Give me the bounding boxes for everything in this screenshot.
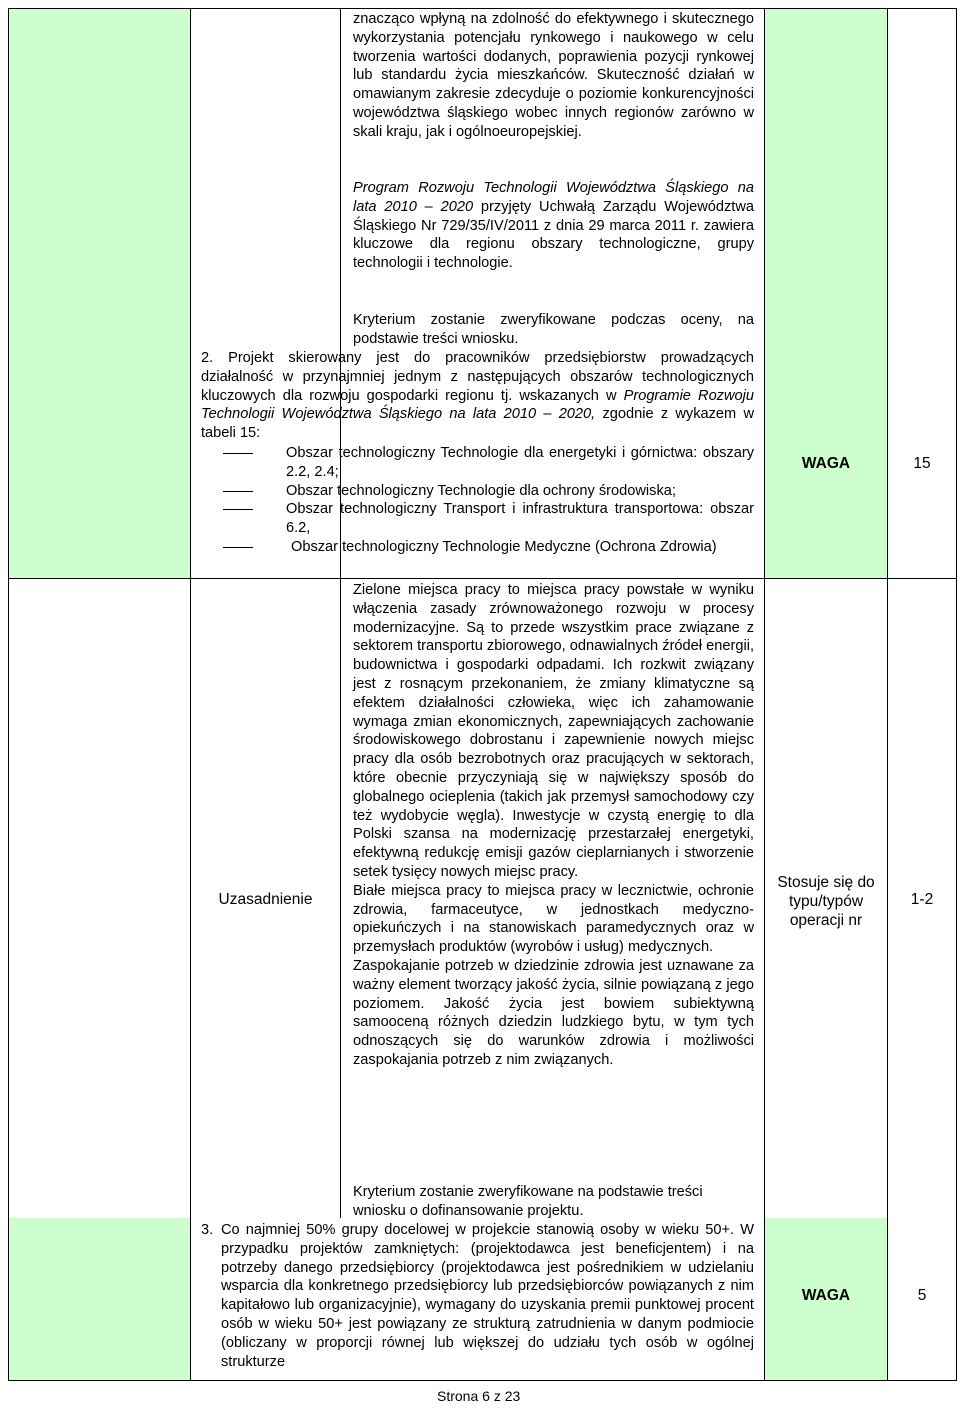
verification-text-1: Kryterium zostanie zweryfikowane podczas oceny, na podstawie treści wniosku.	[353, 312, 754, 347]
criterion-3-block	[201, 1221, 754, 1371]
weight-label-3: WAGA	[801, 1287, 851, 1304]
criterion-2-tail: zgodnie z wykazem w tabeli 15:	[201, 406, 754, 442]
grid-line-v6	[956, 8, 957, 1380]
criterion-2-block	[201, 349, 754, 557]
criterion-2-lead: 2. Projekt skierowany jest do pracowników przedsiębiorstw prowadzących działalność w przynajmniej jednym z następujących obszarów technologicznych kluczowych dla rozwoju gospodarki regionu tj. wskazanych w	[201, 350, 754, 404]
justification-paragraph-health: Zaspokajanie potrzeb w dziedzinie zdrowia jest uznawane za ważny element tworzący jakość życia, silnie powiązaną z jego poziomem. Jakość życia jest bowiem subiektywną samooceną różnych dziedzin ludzkiego bytu, w tym tych odnoszących się do warunków zdrowia i możliwości zaspokajania potrzeb z nim związanych.	[353, 957, 754, 1068]
justification-paragraph-white-jobs: Białe miejsca pracy to miejsca pracy w lecznictwie, ochronie zdrowia, farmaceutyce, w jednostkach medyczno-opiekuńczych i na stanowiskach paramedycznych oraz w przemysłach produktów (wyrobów i usług) medycznych.	[353, 882, 754, 956]
weight-value-3: 5	[917, 1287, 927, 1304]
criterion-3-text: Co najmniej 50% grupy docelowej w projekcie stanowią osoby w wieku 50+. W przypadku projektów zamkniętych: (projektodawca jest beneficjentem) i na potrzeby danego przedsiębiorcy (projektodawca jest pośrednikiem w udzielaniu wsparcia dla konkretnego przedsiębiorcy lub przedsiębiorców powiązanych z nim kapitałowo lub organizacyjnie), wymagany do uzyskania premii punktowej procent osób w wieku 50+ jest powiązany ze strukturą zatrudnienia w danym podmiocie (obliczany w proporcji równej lub większej do udziału tych osób w ogólnej strukturze	[221, 1222, 754, 1370]
grid-line-v3b	[340, 578, 341, 1218]
intro-paragraph: znacząco wpłyną na zdolność do efektywnego i skutecznego wykorzystania potencjału rynkowego i naukowego w celu tworzenia wartości dodanych, poprawienia pozycji rynkowej lub standardu życia mieszkańców. Skuteczność działań w omawianym zakresie zdecyduje o poziomie konkurencyjności województwa śląskiego wobec innych regionów zarówno w skali kraju, jak i ogólnoeuropejskiej.	[353, 11, 754, 140]
weight-value-2: 15	[913, 455, 931, 472]
grid-line-h-mid	[8, 578, 957, 579]
page-number-footer: Strona 6 z 23	[437, 1388, 521, 1404]
technology-area-item: Obszar technologiczny Technologie dla ochrony środowiska;	[223, 482, 754, 501]
grid-line-v2	[190, 8, 191, 1380]
program-paragraph	[353, 179, 754, 273]
green-cell-left-top	[9, 8, 190, 578]
justification-paragraph-green-jobs: Zielone miejsca pracy to miejsca pracy powstałe w wyniku włączenia zasady zrównoważonego rozwoju w procesy modernizacyjne. Są to przede wszystkim prace związane z sektorem transportu zbiorowego, odnawialnych źródeł energii, budownictwa i gospodarki odpadami. Ich rozkwit związany jest z rosnącym przekonaniem, że zmiany klimatyczne są efektem działalności człowieka, więc ich zahamowanie wymaga zmian ekonomicznych, zapewniających zachowanie środowiskowego dobrostanu i zapewnienie nowych miejsc pracy dla osób bezrobotnych oraz pracujących w sektorach, które obecnie przyczyniają się w największy sposób do globalnego ocieplenia (takich jak przemysł samochodowy czy też wydobycie węgla). Inwestycje w czystą energię to dla Polski szansa na modernizację przestarzałej energetyki, efektywną redukcję emisji gazów cieplarnianych i stworzenie setek tysięcy nowych miejsc pracy.	[353, 582, 754, 880]
grid-line-h-top	[8, 8, 957, 9]
criterion-2-program: Programie Rozwoju Technologii Województwa Śląskiego na lata 2010 – 2020,	[201, 387, 754, 423]
technology-area-item: Obszar technologiczny Transport i infrastruktura transportowa: obszar 6.2,	[223, 500, 754, 538]
grid-line-v1	[8, 8, 9, 1380]
criterion-2-text	[201, 349, 754, 443]
verification-text-2: Kryterium zostanie zweryfikowane na podstawie treści wniosku o dofinansowanie projektu.	[353, 1184, 703, 1219]
criterion-3-list	[201, 1221, 754, 1371]
technology-area-item: Obszar technologiczny Technologie dla energetyki i górnictwa: obszary 2.2, 2.4;	[223, 444, 754, 482]
criterion-3-number: 3.	[201, 1222, 214, 1238]
weight-label-2: WAGA	[801, 455, 851, 472]
green-strip-left-bottom	[9, 1218, 190, 1380]
green-cell-right-top	[765, 8, 887, 578]
grid-line-h-bottom	[8, 1380, 957, 1381]
applies-to-label: Stosuje się do typu/typów operacji nr	[777, 873, 875, 929]
verification-block-2	[353, 1183, 754, 1221]
grid-line-v5	[887, 8, 888, 1380]
justification-text-block	[353, 581, 754, 1070]
verification-block-1	[353, 311, 754, 349]
justification-label: Uzasadnienie	[218, 891, 313, 908]
program-title: Program Rozwoju Technologii Województwa Śląskiego na lata 2010 – 2020	[353, 180, 754, 215]
technology-area-list	[223, 444, 754, 557]
applies-to-value: 1-2	[910, 891, 934, 908]
criterion-3-item	[201, 1221, 754, 1371]
intro-paragraph-block	[353, 10, 754, 142]
program-paragraph-block	[353, 179, 754, 273]
program-description: przyjęty Uchwałą Zarządu Województwa Śląskiego Nr 729/35/IV/2011 z dnia 29 marca 2011 r. zawiera kluczowe dla regionu obszary technologiczne, grupy technologii i technologie.	[353, 198, 754, 272]
technology-area-item: Obszar technologiczny Technologie Medyczne (Ochrona Zdrowia)	[223, 538, 754, 557]
grid-line-v4	[764, 8, 765, 1380]
